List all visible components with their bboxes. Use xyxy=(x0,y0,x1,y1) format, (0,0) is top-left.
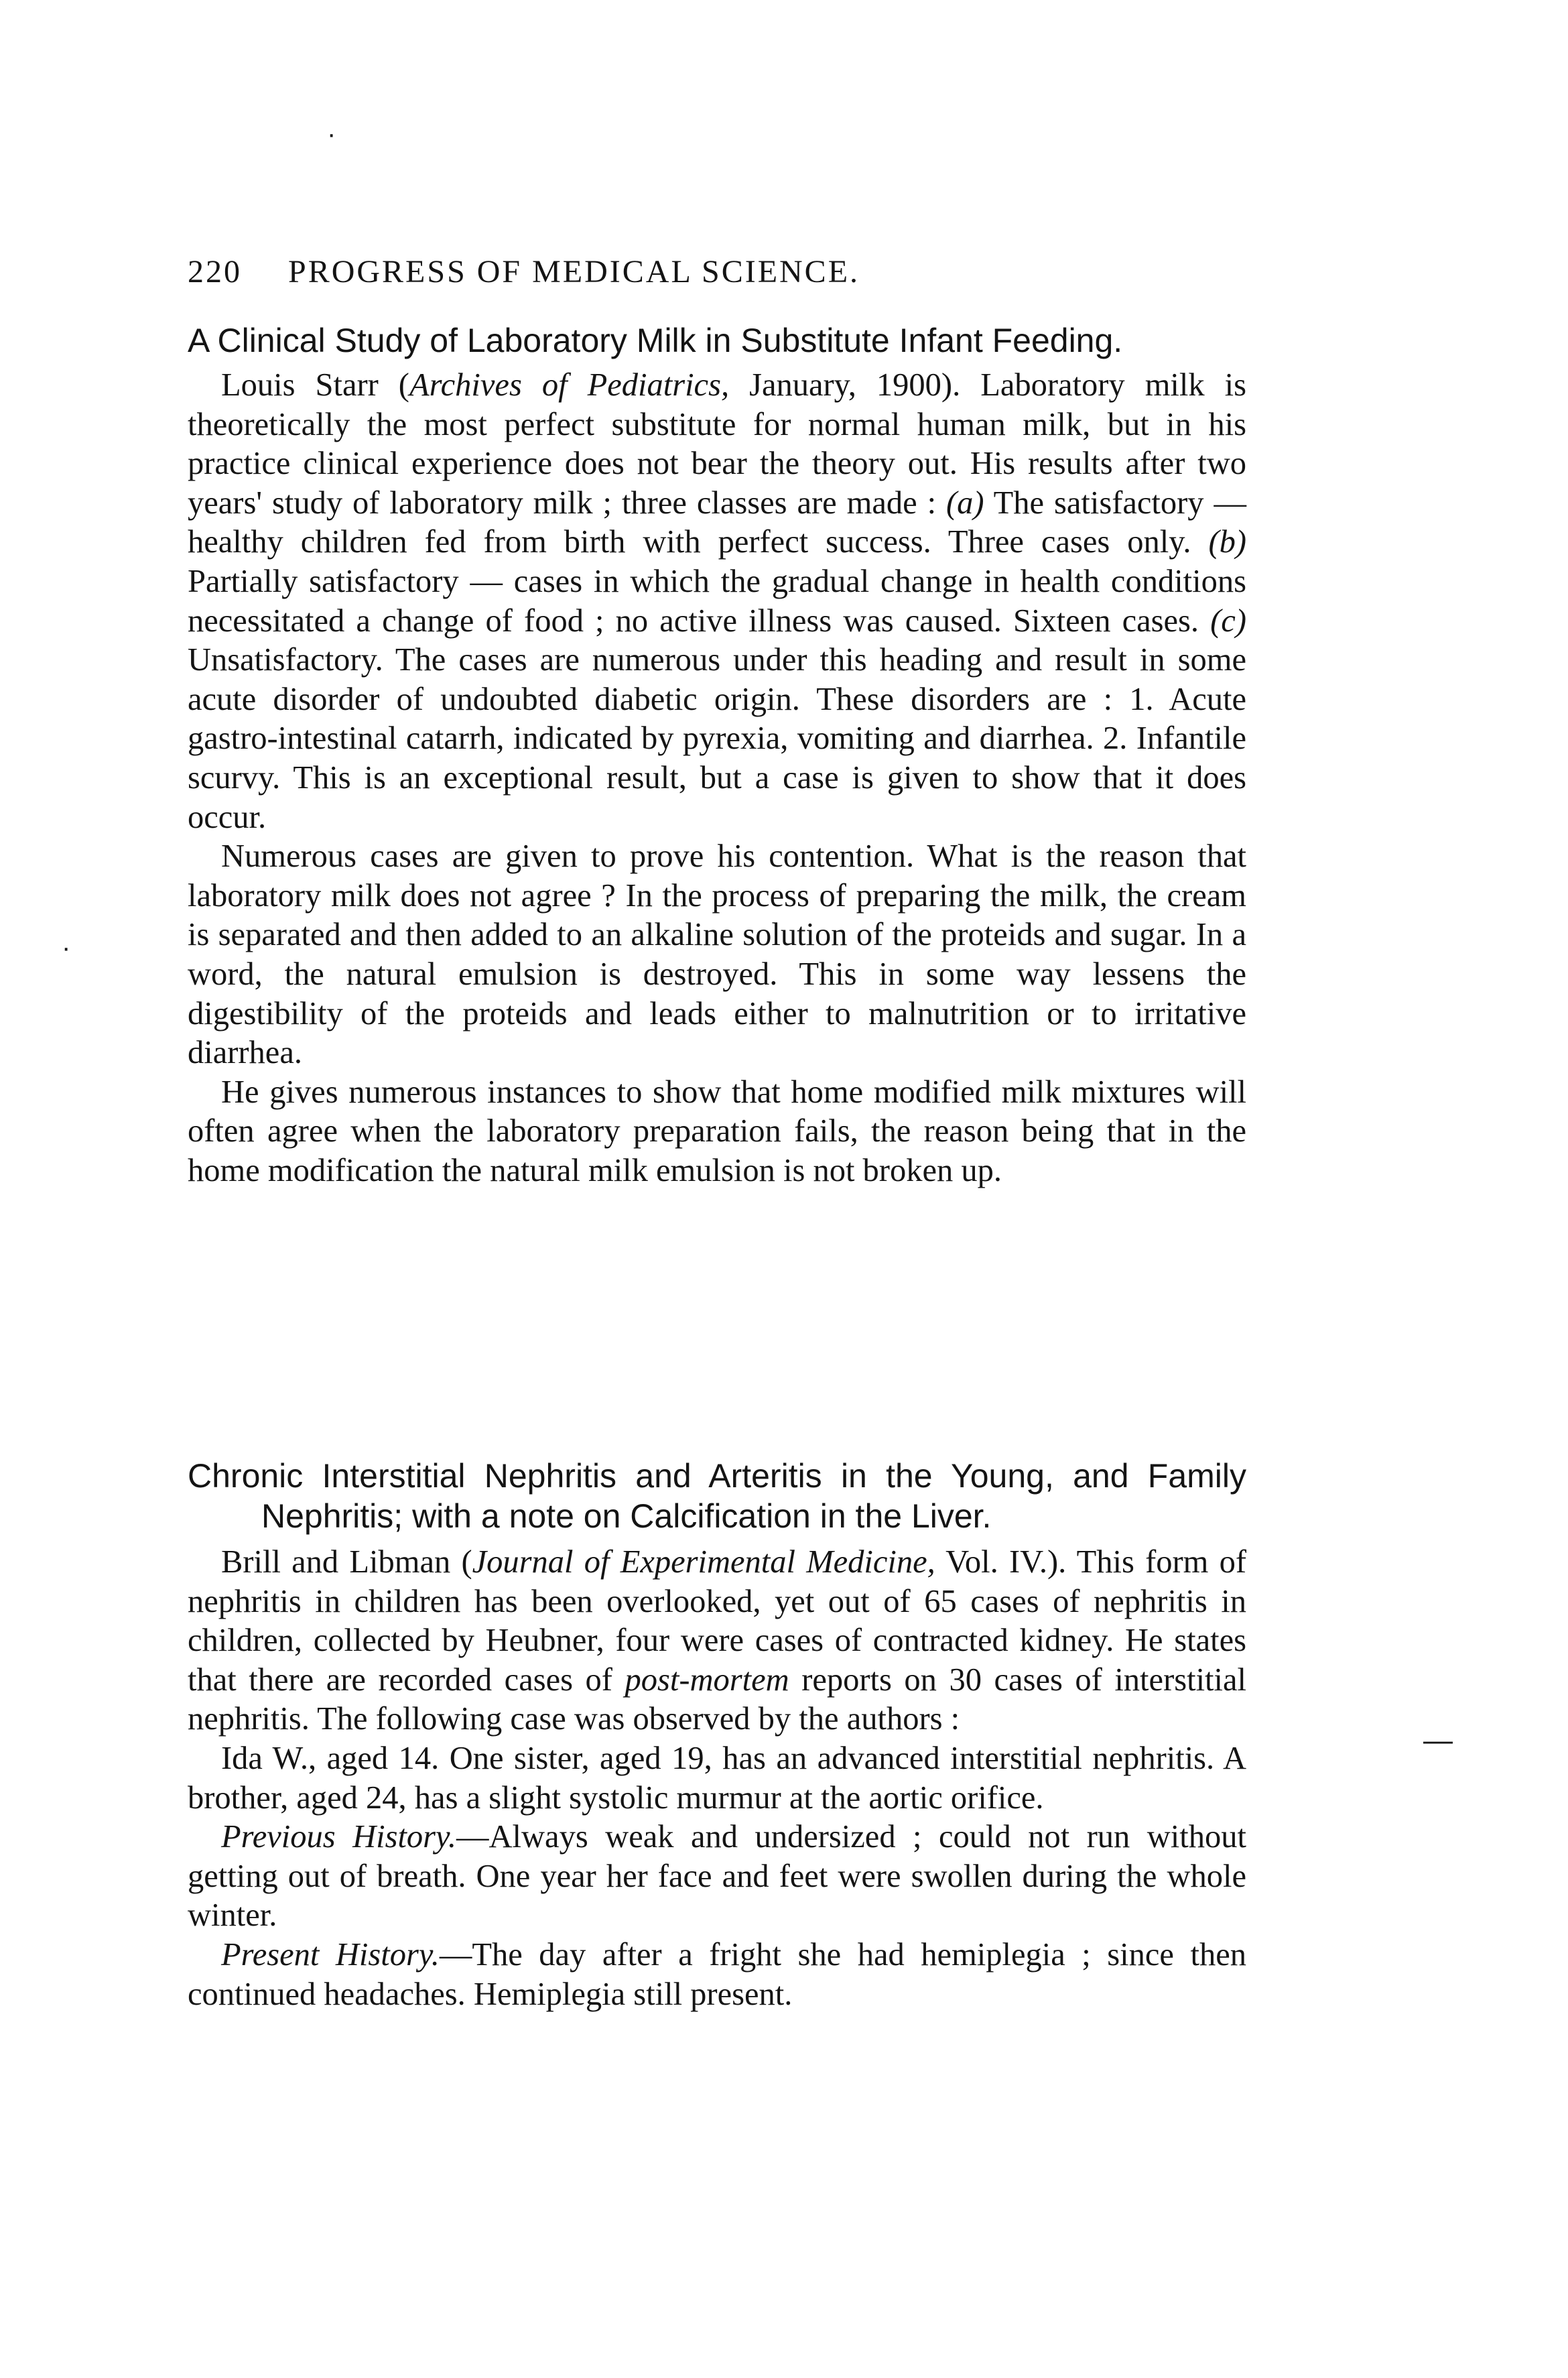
scan-dot-mark: · xyxy=(62,933,71,962)
citation-author: Brill and Libman ( xyxy=(221,1544,472,1580)
article-2-paragraph-2: Ida W., aged 14. One sister, aged 19, has an advanced interstitial nephritis. A brother, aged 24, has a slight systolic murmur at the aortic orifice. xyxy=(188,1740,1246,1816)
article-1-paragraph-3: He gives numerous instances to show that home modified milk mixtures will often agree when the laboratory preparation fails, the reason being that in the home modification the natural milk emulsion is not broken up. xyxy=(188,1074,1246,1188)
citation-journal: Archives of Pediatrics, xyxy=(409,367,730,403)
running-title: PROGRESS OF MEDICAL SCIENCE. xyxy=(288,254,860,290)
section-label: Present History. xyxy=(221,1936,440,1973)
scan-dash-mark: — xyxy=(1423,1724,1453,1757)
article-1 xyxy=(188,320,1246,1190)
article-2-title: Chronic Interstitial Nephritis and Arteritis in the Young, and Family Nephritis; with a note on Calcification in the Liver. xyxy=(188,1457,1246,1535)
article-2 xyxy=(188,1456,1246,2014)
article-1-title: A Clinical Study of Laboratory Milk in Substitute Infant Feeding. xyxy=(188,322,1123,359)
citation-author: Louis Starr xyxy=(221,367,379,403)
article-2-paragraph-1: Brill and Libman (Journal of Experimental Medicine, Vol. IV.). This form of nephritis in children has been overlooked, yet out of 65 cases of nephritis in children, collected by Heubner, four were cases of contracted kidney. He states that there are recorded cases of post-mortem reports on 30 cases of interstitial nephritis. The following case was observed by the authors : xyxy=(188,1544,1246,1737)
article-1-paragraph-2: Numerous cases are given to prove his contention. What is the reason that laboratory milk does not agree ? In the process of preparing the milk, the cream is separated and then added to an alkaline solution of the proteids and sugar. In a word, the natural emulsion is destroyed. This in some way lessens the digestibility of the proteids and leads either to malnutrition or to irritative diarrhea. xyxy=(188,838,1246,1071)
running-header xyxy=(188,253,1260,290)
section-label: Previous History. xyxy=(221,1819,457,1855)
article-2-paragraph-4: Present History.—The day after a fright she had hemiplegia ; since then continued headaches. Hemiplegia still present. xyxy=(188,1936,1246,2012)
article-1-paragraph-1: Louis Starr (Archives of Pediatrics, January, 1900). Laboratory milk is theoretically the most perfect substitute for normal human milk, but in his practice clinical experience does not bear the theory out. His results after two years' study of laboratory milk ; three classes are made : (a) The satisfactory —healthy children fed from birth with perfect success. Three cases only. (b) Partially satisfactory — cases in which the gradual change in health conditions necessitated a change of food ; no active illness was caused. Sixteen cases. (c) Unsatisfactory. The cases are numerous under this heading and result in some acute disorder of undoubted diabetic origin. These disorders are : 1. Acute gastro-intestinal catarrh, indicated by pyrexia, vomiting and diarrhea. 2. Infantile scurvy. This is an exceptional result, but a case is given to show that it does occur. xyxy=(188,367,1246,835)
article-2-paragraph-3: Previous History.—Always weak and undersized ; could not run without getting out of breath. One year her face and feet were swollen during the whole winter. xyxy=(188,1819,1246,1934)
citation-journal: Journal of Experimental Medicine, xyxy=(472,1544,935,1580)
scan-dot-mark: · xyxy=(327,119,336,149)
page-number: 220 xyxy=(188,254,242,290)
